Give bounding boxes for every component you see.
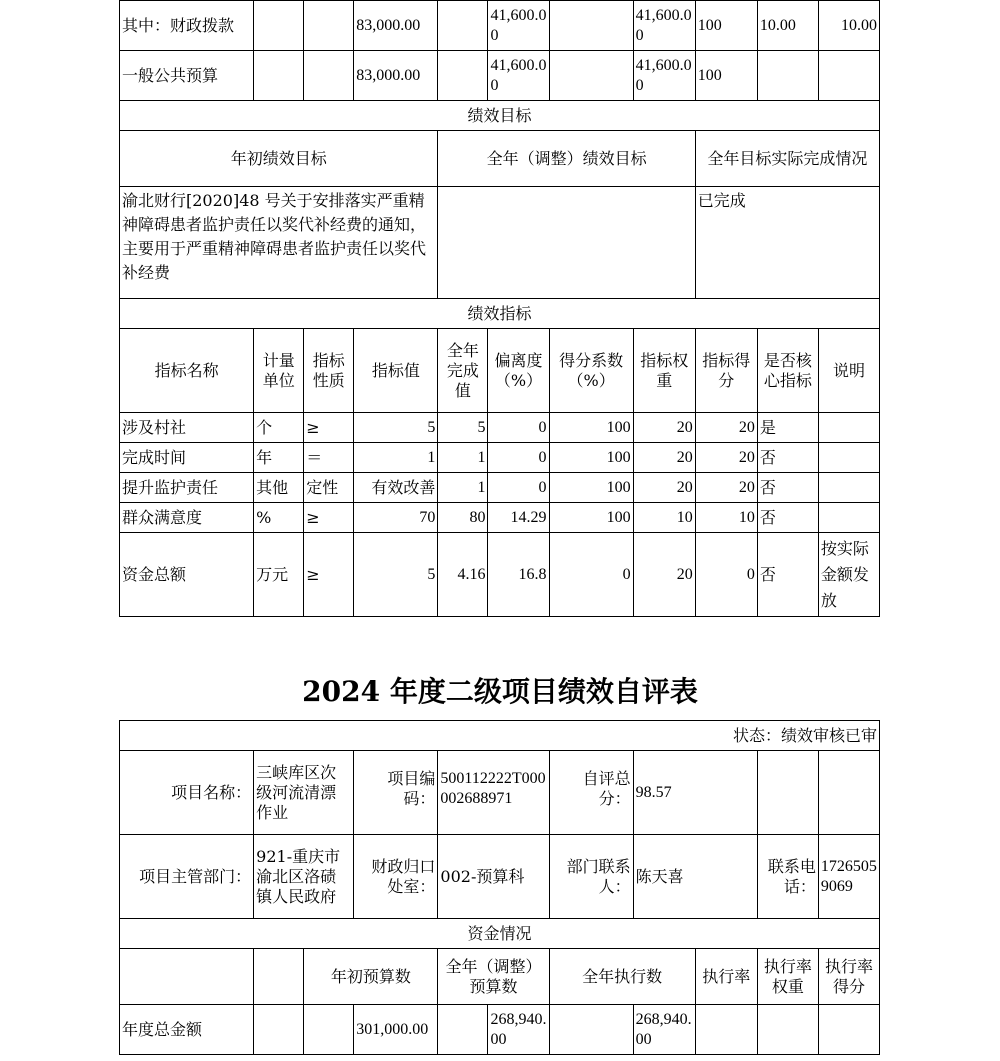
goal-header-actual: 全年目标实际完成情况 — [695, 131, 879, 187]
execution-rate: 100 — [695, 1, 757, 51]
indicator-coefficient: 100 — [549, 443, 633, 473]
indicator-weight: 20 — [633, 473, 695, 503]
goal-header-adjusted: 全年（调整）绩效目标 — [438, 131, 695, 187]
indicator-coefficient: 100 — [549, 413, 633, 443]
indicator-deviation: 16.8 — [488, 533, 549, 617]
indicator-done: 1 — [438, 443, 488, 473]
indicator-weight: 20 — [633, 413, 695, 443]
section-header-indicators: 绩效指标 — [120, 299, 880, 329]
project-code-label: 项目编码： — [354, 751, 438, 835]
executed-amount: 41,600.00 — [633, 51, 695, 101]
indicator-score: 20 — [695, 443, 757, 473]
contact: 陈天喜 — [633, 835, 757, 919]
indicator-note — [818, 473, 879, 503]
col-header: 年初预算数 — [304, 949, 438, 1005]
budget-row-fiscal — [120, 1, 880, 51]
indicator-core: 是 — [757, 413, 818, 443]
status-badge: 状态：绩效审核已审 — [120, 721, 880, 751]
table-row — [120, 413, 880, 443]
indicator-target: 5 — [354, 413, 438, 443]
indicator-target: 70 — [354, 503, 438, 533]
goal-header-initial: 年初绩效目标 — [120, 131, 438, 187]
adjusted-budget: 41,600.00 — [488, 51, 549, 101]
indicator-weight: 20 — [633, 533, 695, 617]
total-adjusted: 268,940.00 — [488, 1005, 549, 1055]
col-header: 偏离度（%） — [488, 329, 549, 413]
indicator-name: 涉及村社 — [120, 413, 254, 443]
indicator-name: 群众满意度 — [120, 503, 254, 533]
indicator-table — [119, 0, 880, 617]
col-header: 指标权重 — [633, 329, 695, 413]
row-label: 一般公共预算 — [120, 51, 254, 101]
table-row — [120, 443, 880, 473]
col-header: 执行率得分 — [818, 949, 879, 1005]
indicator-weight: 20 — [633, 443, 695, 473]
indicator-unit: 万元 — [254, 533, 304, 617]
indicator-score: 10 — [695, 503, 757, 533]
col-header: 全年完成值 — [438, 329, 488, 413]
indicator-score: 20 — [695, 473, 757, 503]
indicator-coefficient: 0 — [549, 533, 633, 617]
indicator-deviation: 0 — [488, 473, 549, 503]
execution-rate: 100 — [695, 51, 757, 101]
section-header-funds: 资金情况 — [120, 919, 880, 949]
goal-initial-text: 渝北财行[2020]48 号关于安排落实严重精神障碍患者监护责任以奖代补经费的通知，主要用于严重精神障碍患者监护责任以奖代补经费 — [120, 187, 438, 299]
section-header-goals: 绩效目标 — [120, 101, 880, 131]
initial-budget: 83,000.00 — [354, 51, 438, 101]
col-header: 全年执行数 — [549, 949, 695, 1005]
indicator-nature: ≥ — [304, 533, 354, 617]
col-header: 指标名称 — [120, 329, 254, 413]
col-header: 指标得分 — [695, 329, 757, 413]
self-evaluation-table — [119, 720, 880, 1055]
indicator-nature: ≥ — [304, 413, 354, 443]
phone: 17265059069 — [818, 835, 879, 919]
indicator-target: 有效改善 — [354, 473, 438, 503]
rate-weight — [757, 51, 818, 101]
col-header: 全年（调整）预算数 — [438, 949, 549, 1005]
col-header: 指标值 — [354, 329, 438, 413]
indicator-note: 按实际金额发放 — [818, 533, 879, 617]
project-name: 三峡库区次级河流清漂作业 — [254, 751, 354, 835]
finance-office-label: 财政归口处室： — [354, 835, 438, 919]
indicator-unit: 个 — [254, 413, 304, 443]
indicator-coefficient: 100 — [549, 503, 633, 533]
indicator-done: 4.16 — [438, 533, 488, 617]
indicator-unit: % — [254, 503, 304, 533]
indicator-score: 0 — [695, 533, 757, 617]
self-score: 98.57 — [633, 751, 757, 835]
finance-office: 002-预算科 — [438, 835, 549, 919]
indicator-header-row — [120, 329, 880, 413]
indicator-core: 否 — [757, 503, 818, 533]
page-title: 2024 年度二级项目绩效自评表 — [302, 675, 698, 708]
initial-budget: 83,000.00 — [354, 1, 438, 51]
phone-label: 联系电话： — [757, 835, 818, 919]
table-row — [120, 473, 880, 503]
budget-row-general — [120, 51, 880, 101]
indicator-name: 提升监护责任 — [120, 473, 254, 503]
indicator-weight: 10 — [633, 503, 695, 533]
dept-label: 项目主管部门： — [120, 835, 254, 919]
col-header: 计量单位 — [254, 329, 304, 413]
indicator-done: 5 — [438, 413, 488, 443]
indicator-note — [818, 503, 879, 533]
indicator-target: 5 — [354, 533, 438, 617]
indicator-coefficient: 100 — [549, 473, 633, 503]
contact-label: 部门联系人： — [549, 835, 633, 919]
col-header: 执行率权重 — [757, 949, 818, 1005]
total-initial: 301,000.00 — [354, 1005, 438, 1055]
row-label: 其中：财政拨款 — [120, 1, 254, 51]
rate-score: 10.00 — [818, 1, 879, 51]
total-label: 年度总金额 — [120, 1005, 254, 1055]
col-header: 得分系数（%） — [549, 329, 633, 413]
adjusted-budget: 41,600.00 — [488, 1, 549, 51]
indicator-unit: 年 — [254, 443, 304, 473]
indicator-unit: 其他 — [254, 473, 304, 503]
project-name-label: 项目名称： — [120, 751, 254, 835]
indicator-deviation: 14.29 — [488, 503, 549, 533]
project-code: 500112222T000002688971 — [438, 751, 549, 835]
rate-weight: 10.00 — [757, 1, 818, 51]
total-executed: 268,940.00 — [633, 1005, 695, 1055]
indicator-target: 1 — [354, 443, 438, 473]
funds-header-row — [120, 949, 880, 1005]
indicator-done: 1 — [438, 473, 488, 503]
indicator-score: 20 — [695, 413, 757, 443]
indicator-name: 完成时间 — [120, 443, 254, 473]
indicator-nature: 定性 — [304, 473, 354, 503]
indicator-nature: ≥ — [304, 503, 354, 533]
executed-amount: 41,600.00 — [633, 1, 695, 51]
indicator-deviation: 0 — [488, 443, 549, 473]
indicator-nature: ＝ — [304, 443, 354, 473]
col-header: 说明 — [818, 329, 879, 413]
indicator-note — [818, 413, 879, 443]
indicator-core: 否 — [757, 533, 818, 617]
indicator-core: 否 — [757, 473, 818, 503]
col-header: 执行率 — [695, 949, 757, 1005]
indicator-done: 80 — [438, 503, 488, 533]
indicator-note — [818, 443, 879, 473]
col-header: 是否核心指标 — [757, 329, 818, 413]
col-header: 指标性质 — [304, 329, 354, 413]
table-row — [120, 1005, 880, 1055]
indicator-deviation: 0 — [488, 413, 549, 443]
self-score-label: 自评总分： — [549, 751, 633, 835]
goal-actual-text: 已完成 — [695, 187, 879, 299]
dept: 921-重庆市渝北区洛碛镇人民政府 — [254, 835, 354, 919]
rate-score — [818, 51, 879, 101]
indicator-core: 否 — [757, 443, 818, 473]
goal-adjusted-text — [438, 187, 695, 299]
table-row — [120, 503, 880, 533]
indicator-name: 资金总额 — [120, 533, 254, 617]
table-row — [120, 533, 880, 617]
